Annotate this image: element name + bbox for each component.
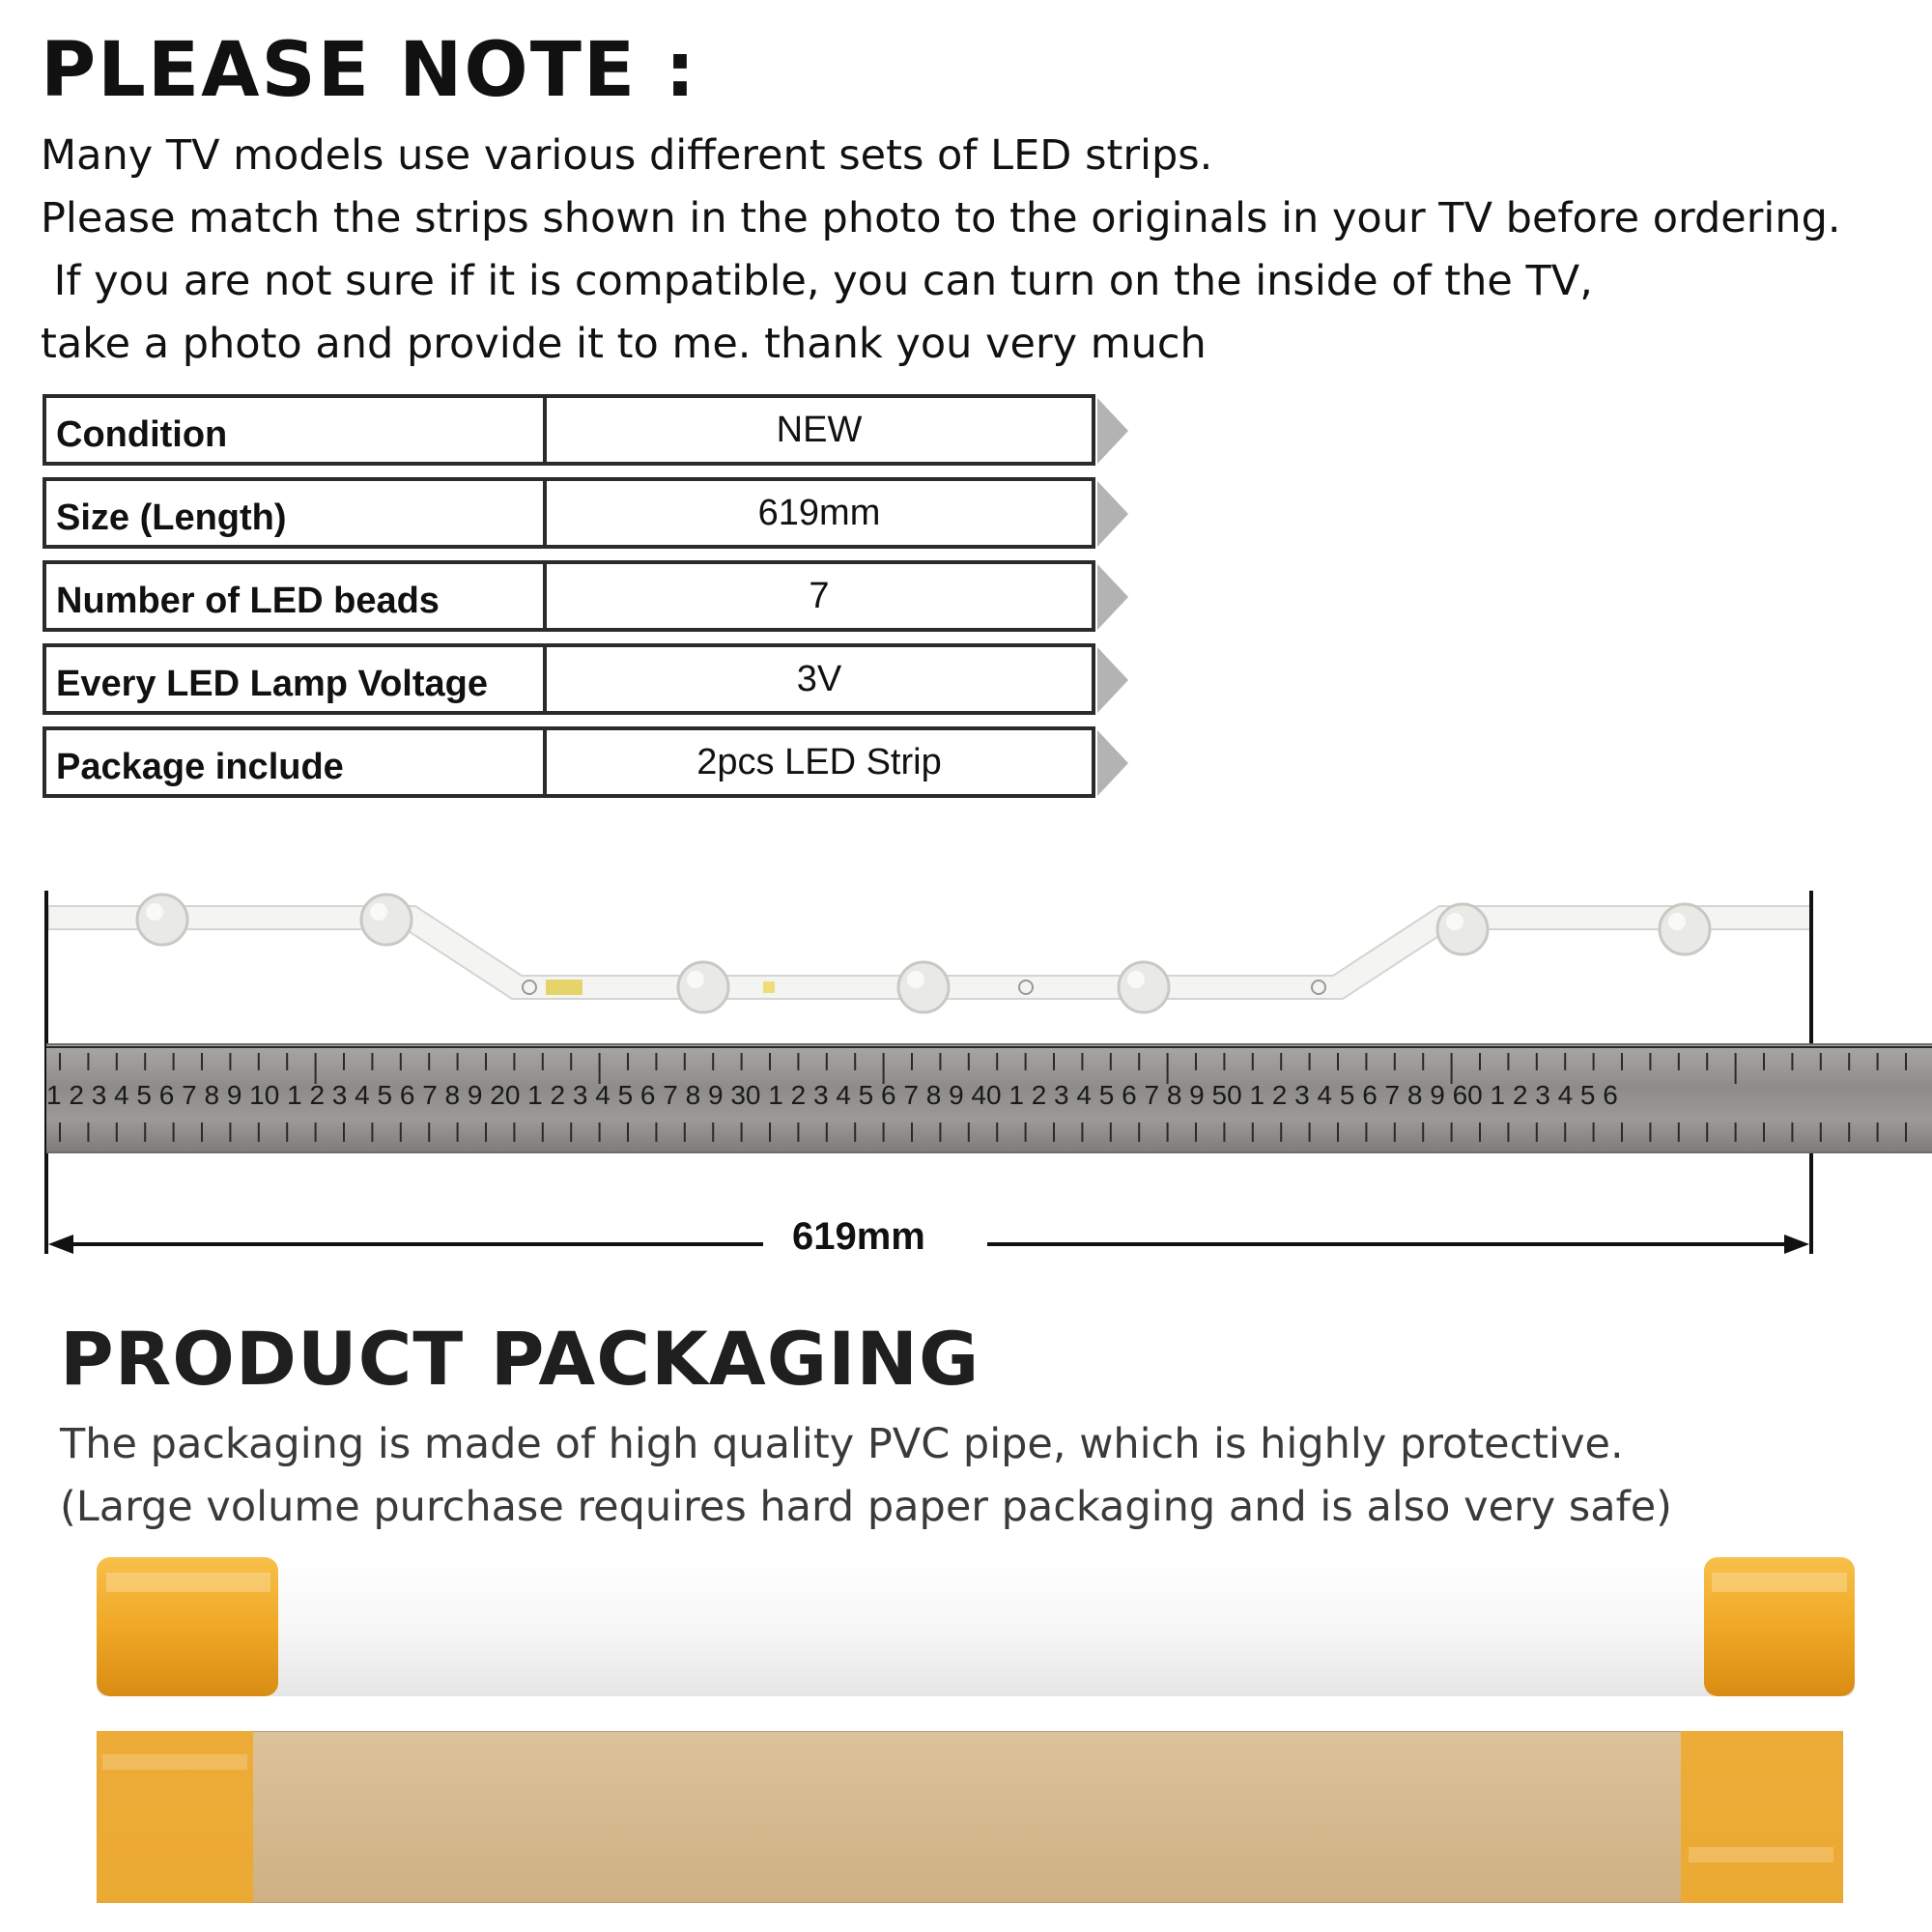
spec-value: 2pcs LED Strip [543, 726, 1095, 798]
spec-label: Package include [43, 726, 547, 798]
note-line-3: If you are not sure if it is compatible, you can turn on the inside of the TV, [41, 257, 1593, 305]
note-line-1: Many TV models use various different sets of LED strips. [41, 131, 1213, 180]
arrow-right-icon [1097, 564, 1128, 630]
spec-value: 3V [543, 643, 1095, 715]
ruler-numbers: 1 2 3 4 5 6 7 8 9 10 1 2 3 4 5 6 7 8 9 20 1 2 3 4 5 6 7 8 9 30 1 2 3 4 5 6 7 8 9 40 1 2 3 4 5 6 7 8 9 50 1 2 3 4 5 6 7 8 9 60 1 2 3 4 5 6 [46, 1080, 1618, 1110]
arrow-right-icon [1097, 647, 1128, 713]
arrow-right-icon [1097, 730, 1128, 796]
packaging-line-2: (Large volume purchase requires hard paper packaging and is also very safe) [60, 1483, 1672, 1531]
spec-value: 619mm [543, 477, 1095, 549]
arrow-right-icon [1784, 1235, 1809, 1254]
spec-row-size [43, 477, 1086, 554]
spec-label: Size (Length) [43, 477, 547, 549]
spec-label: Every LED Lamp Voltage [43, 643, 547, 715]
spec-row-package [43, 726, 1086, 804]
paper-box-image [97, 1731, 1843, 1903]
note-line-4: take a photo and provide it to me. thank you very much [41, 320, 1207, 368]
arrow-right-icon [1097, 398, 1128, 464]
spec-label: Number of LED beads [43, 560, 547, 632]
packaging-title: PRODUCT PACKAGING [60, 1316, 980, 1402]
pvc-tube-image [97, 1555, 1855, 1700]
spec-row-led-beads [43, 560, 1086, 638]
arrow-right-icon [1097, 481, 1128, 547]
measurement-label: 619mm [792, 1215, 925, 1258]
packaging-line-1: The packaging is made of high quality PVC pipe, which is highly protective. [60, 1420, 1624, 1468]
note-title: PLEASE NOTE : [41, 27, 697, 114]
note-line-2: Please match the strips shown in the photo to the originals in your TV before ordering. [41, 194, 1841, 242]
spec-row-voltage [43, 643, 1086, 721]
spec-value: NEW [543, 394, 1095, 466]
spec-table [43, 394, 1086, 810]
spec-label: Condition [43, 394, 547, 466]
spec-value: 7 [543, 560, 1095, 632]
spec-row-condition [43, 394, 1086, 471]
arrow-left-icon [48, 1235, 73, 1254]
